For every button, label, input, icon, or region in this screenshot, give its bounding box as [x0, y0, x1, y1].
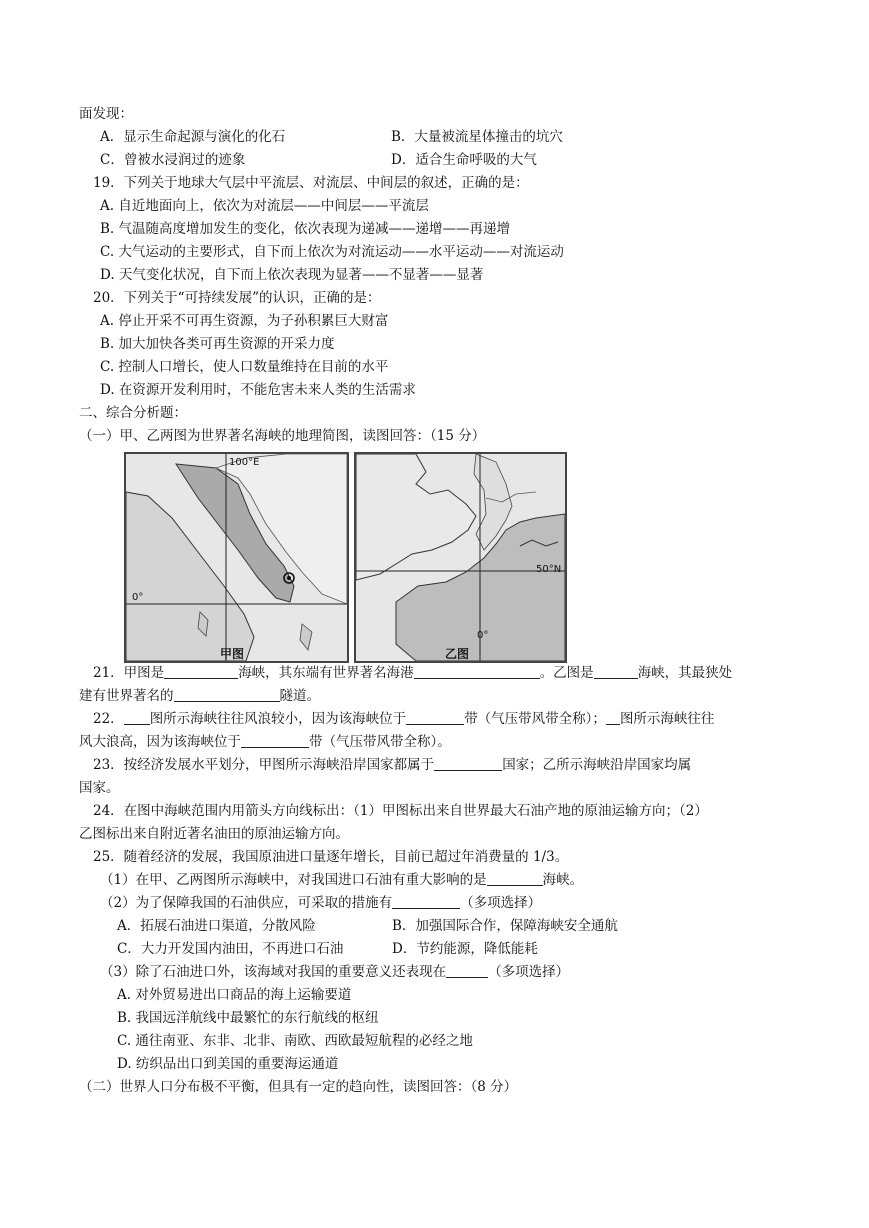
q19-option-c: C. 大气运动的主要形式，自下而上依次为对流运动——水平运动——对流运动 — [100, 244, 564, 260]
map-jia-lat-label: 0° — [132, 592, 144, 603]
q25-blank-significance[interactable] — [446, 963, 488, 978]
q23-line-2: 国家。 — [79, 780, 120, 796]
q22-blank-map-1[interactable] — [124, 710, 150, 725]
q19-stem: 19．下列关于地球大气层中平流层、对流层、中间层的叙述，正确的是： — [93, 175, 529, 191]
q21-text: 21．甲图是 — [93, 665, 165, 681]
q20-option-b: B. 加大加快各类可再生资源的开采力度 — [100, 336, 335, 352]
q21-line-1 — [93, 663, 732, 683]
q20-stem: 20．下列关于“可持续发展”的认识，正确的是： — [93, 290, 381, 306]
q23-text: 23．按经济发展水平划分，甲图所示海峡沿岸国家都属于 — [93, 757, 435, 773]
map-jia-drawing — [126, 454, 347, 661]
q22-text: 22． — [93, 711, 124, 727]
q24-line-1: 24．在图中海峡范围内用箭头方向线标出：（1）甲图标出来自世界最大石油产地的原油运输方向；（2） — [93, 803, 708, 819]
q18-option-b: B．大量被流星体撞击的坑穴 — [391, 129, 563, 145]
map-yi-lat-label: 50°N — [536, 564, 562, 575]
q18-option-a: A．显示生命起源与演化的化石 — [100, 129, 286, 145]
q25-text: （3）除了石油进口外，该海域对我国的重要意义还表现在 — [100, 964, 447, 980]
q23-line-1 — [93, 755, 691, 775]
q22-text: 带（气压带风带全称）； — [464, 711, 606, 727]
section-2-part-1-heading: （一）甲、乙两图为世界著名海峡的地理简图，读图回答：（15 分） — [79, 428, 486, 444]
q24-line-2: 乙图标出来自附近著名油田的原油运输方向。 — [79, 826, 349, 842]
q21-text: 海峡，其最狭处 — [637, 665, 733, 681]
section-2-part-2-heading: （二）世界人口分布极不平衡，但具有一定的趋向性，读图回答：（8 分） — [79, 1079, 518, 1095]
map-jia-lon-label: 100°E — [229, 457, 260, 468]
q21-text: 建有世界著名的 — [79, 688, 174, 704]
map-yi-caption: 乙图 — [445, 647, 470, 661]
q22-blank-belt-1[interactable] — [406, 710, 464, 725]
q22-text: 图所示海峡往往风浪较小，因为该海峡位于 — [149, 711, 407, 727]
q25-3-option-b: B. 我国远洋航线中最繁忙的东行航线的枢纽 — [117, 1010, 379, 1026]
q25-text: （2）为了保障我国的石油供应，可采取的措施有 — [100, 895, 393, 911]
q22-blank-map-2[interactable] — [606, 710, 620, 725]
q22-text: 图所示海峡往往 — [619, 711, 715, 727]
map-yi-drawing — [356, 454, 565, 661]
q21-text: 隧道。 — [279, 688, 320, 704]
q20-option-a: A. 停止开采不可再生资源，为子孙积累巨大财富 — [100, 313, 389, 329]
q20-option-d: D. 在资源开发利用时，不能危害未来人类的生活需求 — [100, 382, 416, 398]
q18-stem-tail: 面发现： — [79, 106, 133, 122]
q21-blank-port[interactable] — [414, 664, 540, 679]
q21-blank-tunnel[interactable] — [174, 687, 280, 702]
q25-sub-1 — [100, 870, 583, 890]
q25-text: 海峡。 — [542, 872, 584, 888]
q25-blank-measures[interactable] — [392, 894, 460, 909]
q25-2-option-b: B．加强国际合作，保障海峡安全通航 — [392, 918, 618, 934]
q21-line-2 — [79, 686, 320, 706]
q25-3-option-c: C. 通往南亚、东非、北非、南欧、西欧最短航程的必经之地 — [117, 1033, 473, 1049]
q22-line-2 — [79, 732, 451, 752]
q21-text: 。乙图是 — [539, 665, 594, 681]
q25-2-option-d: D．节约能源，降低能耗 — [392, 941, 538, 957]
q25-stem: 25．随着经济的发展，我国原油进口量逐年增长，目前已超过年消费量的 1/3。 — [93, 849, 569, 865]
q25-text: （多项选择） — [460, 895, 542, 911]
q22-text: 风大浪高，因为该海峡位于 — [79, 734, 241, 750]
q25-text: （1）在甲、乙两图所示海峡中，对我国进口石油有重大影响的是 — [100, 872, 487, 888]
q25-sub-3 — [100, 962, 569, 982]
q25-text: （多项选择） — [488, 964, 570, 980]
q22-blank-belt-2[interactable] — [241, 733, 309, 748]
map-jia-caption: 甲图 — [220, 647, 245, 661]
q19-option-b: B. 气温随高度增加发生的变化，依次表现为递减——递增——再递增 — [100, 221, 511, 237]
q25-3-option-d: D. 纺织品出口到美国的重要海运通道 — [117, 1056, 339, 1072]
map-jia — [124, 452, 349, 663]
q21-text: 海峡，其东端有世界著名海港 — [238, 665, 414, 681]
map-yi-lon-label: 0° — [477, 630, 489, 641]
q18-option-c: C．曾被水浸润过的迹象 — [100, 152, 246, 168]
section-2-title: 二、综合分析题： — [79, 405, 187, 421]
q19-option-a: A. 自近地面向上，依次为对流层——中间层——平流层 — [100, 198, 429, 214]
q21-blank-jia-strait[interactable] — [164, 664, 238, 679]
q18-option-d: D．适合生命呼吸的大气 — [391, 152, 537, 168]
q19-option-d: D. 天气变化状况，自下而上依次表现为显著——不显著——显著 — [100, 267, 484, 283]
q25-blank-strait[interactable] — [487, 871, 543, 886]
q25-2-option-a: A．拓展石油进口渠道，分散风险 — [117, 918, 316, 934]
q25-3-option-a: A. 对外贸易进出口商品的海上运输要道 — [117, 987, 352, 1003]
q22-text: 带（气压带风带全称）。 — [309, 734, 451, 750]
q25-2-option-c: C．大力开发国内油田，不再进口石油 — [117, 941, 344, 957]
q23-text: 国家；乙所示海峡沿岸国家均属 — [502, 757, 692, 773]
q23-blank-country-type[interactable] — [434, 756, 502, 771]
q22-line-1 — [93, 709, 714, 729]
map-yi — [354, 452, 567, 663]
q20-option-c: C. 控制人口增长，使人口数量维持在目前的水平 — [100, 359, 389, 375]
q21-blank-yi-strait[interactable] — [594, 664, 638, 679]
q25-sub-2 — [100, 893, 541, 913]
